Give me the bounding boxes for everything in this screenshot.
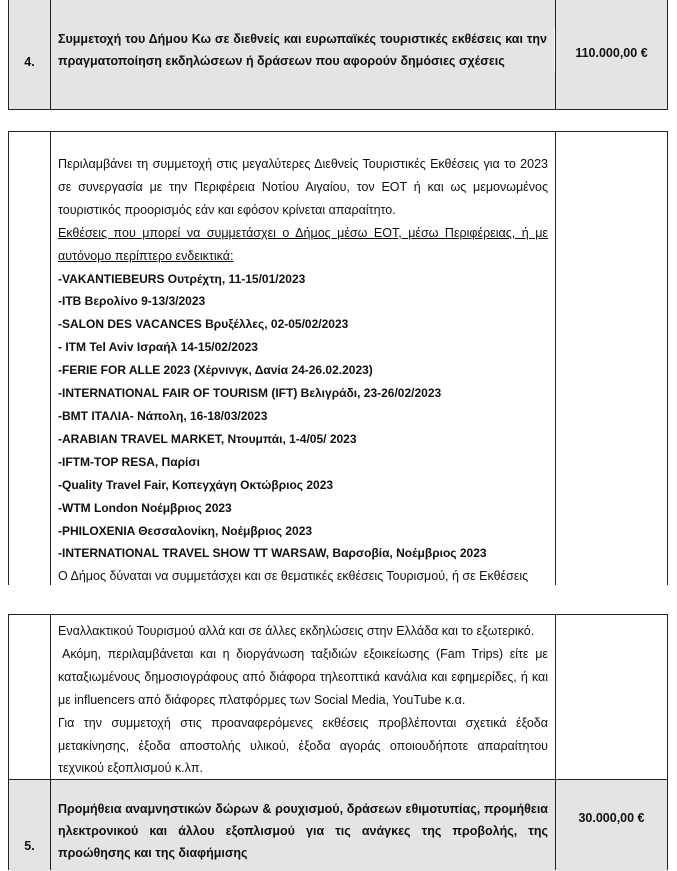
row-4-amount: [556, 0, 667, 109]
description-block-1: [8, 131, 668, 585]
row-number-5-text: 5.: [24, 838, 35, 853]
fair-item: -ARABIAN TRAVEL MARKET, Ντουμπάι, 1-4/05/ 2023: [58, 431, 357, 446]
description-1-content: [51, 153, 555, 588]
row-4-title-text: Συμμετοχή του Δήμου Κω σε διεθνείς και ευρωπαϊκές τουριστικές εκθέσεις και την πραγματοποίηση εκδηλώσεων ή δράσεων που αφορούν δημόσιες σχέσεις: [58, 32, 547, 68]
trailing-sentence: Ο Δήμος δύναται να συμμετάσχει και σε θεματικές εκθέσεις Τουρισμού, ή σε Εκθέσεις: [58, 569, 529, 584]
row-number-4-text: 4.: [24, 54, 35, 69]
fair-item: -ITB Βερολίνο 9-13/3/2023: [58, 294, 206, 309]
fair-item: -FERIE FOR ALLE 2023 (Χέρνινγκ, Δανία 24-26.02.2023): [58, 363, 373, 378]
continuation-line: Εναλλακτικού Τουρισμού αλλά και σε άλλες εκδηλώσεις στην Ελλάδα και το εξωτερικό.: [58, 624, 535, 638]
table-row-4: [8, 0, 668, 110]
expenses-paragraph: Για την συμμετοχή στις προαναφερόμενες εκθέσεις προβλέπονται σχετικά έξοδα μετακίνησης, έξοδα αποστολής υλικού, έξοδα αγοράς οποιουδήποτε απαραίτητου τεχνικού εξοπλισμού κ.λπ.: [58, 715, 548, 776]
fam-trips-paragraph: Ακόμη, περιλαμβάνεται και η διοργάνωση ταξιδιών εξοικείωσης (Fam Trips) είτε με καταξιωμένους δημοσιογράφους από διάφορα τηλεοπτικά κανάλια και εφημερίδες, ή και με influencers από διάφορες πλατφόρμες των Social Media, YouTube κ.α.: [58, 646, 548, 707]
row-5-amount: [556, 780, 667, 871]
row-5-title: [51, 780, 555, 871]
fair-item: -WTM London Νοέμβριος 2023: [58, 500, 232, 515]
fair-item: -PHILOXENIA Θεσσαλονίκη, Νοέμβριος 2023: [58, 523, 313, 538]
fair-item: -INTERNATIONAL TRAVEL SHOW TT WARSAW, Βαρσοβία, Νοέμβριος 2023: [58, 546, 487, 561]
fair-item: -VAKANTIEBEURS Ουτρέχτη, 11-15/01/2023: [58, 271, 306, 286]
fair-item: -IFTM-TOP RESA, Παρίσι: [58, 454, 200, 469]
fair-item: -BMT ΙΤΑΛΙΑ- Νάπολη, 16-18/03/2023: [58, 408, 268, 423]
fairs-heading: Εκθέσεις που μπορεί να συμμετάσχει ο Δήμος μέσω ΕΟΤ, μέσω Περιφέρειας, ή με αυτόνομο περίπτερο ενδεικτικά:: [58, 225, 548, 263]
row-number-4: [9, 0, 50, 109]
row-4-title: [51, 28, 554, 72]
description-2-content: [51, 620, 555, 780]
fair-item: -Quality Travel Fair, Κοπεγχάγη Οκτώβριος 2023: [58, 477, 334, 492]
fair-item: -SALON DES VACANCES Βρυξέλλες, 02-05/02/2023: [58, 317, 349, 332]
row-4-amount-text: 110.000,00 €: [575, 45, 648, 60]
row-5-amount-text: 30.000,00 €: [578, 810, 645, 825]
row-number-5: [9, 780, 50, 871]
fair-item: - ITM Tel Aviv Ισραήλ 14-15/02/2023: [58, 340, 258, 355]
row-5-title-text: Προμήθεια αναμνηστικών δώρων & ρουχισμού, δράσεων εθιμοτυπίας, προμήθεια ηλεκτρονικού και άλλου εξοπλισμού για τις ανάγκες της προβολής, της προώθησης και της διαφήμισης: [58, 802, 548, 860]
intro-paragraph: Περιλαμβάνει τη συμμετοχή στις μεγαλύτερες Διεθνείς Τουριστικές Εκθέσεις για το 2023 σε συνεργασία με την Περιφέρεια Νοτίου Αιγαίου, τον ΕΟΤ ή και ως μεμονωμένος τουριστικός προορισμός εάν και εφόσον κρίνεται απαραίτητο.: [58, 157, 548, 217]
fair-item: -INTERNATIONAL FAIR OF TOURISM (IFT) Βελιγράδι, 23-26/02/2023: [58, 386, 442, 401]
description-block-2: [8, 614, 668, 870]
